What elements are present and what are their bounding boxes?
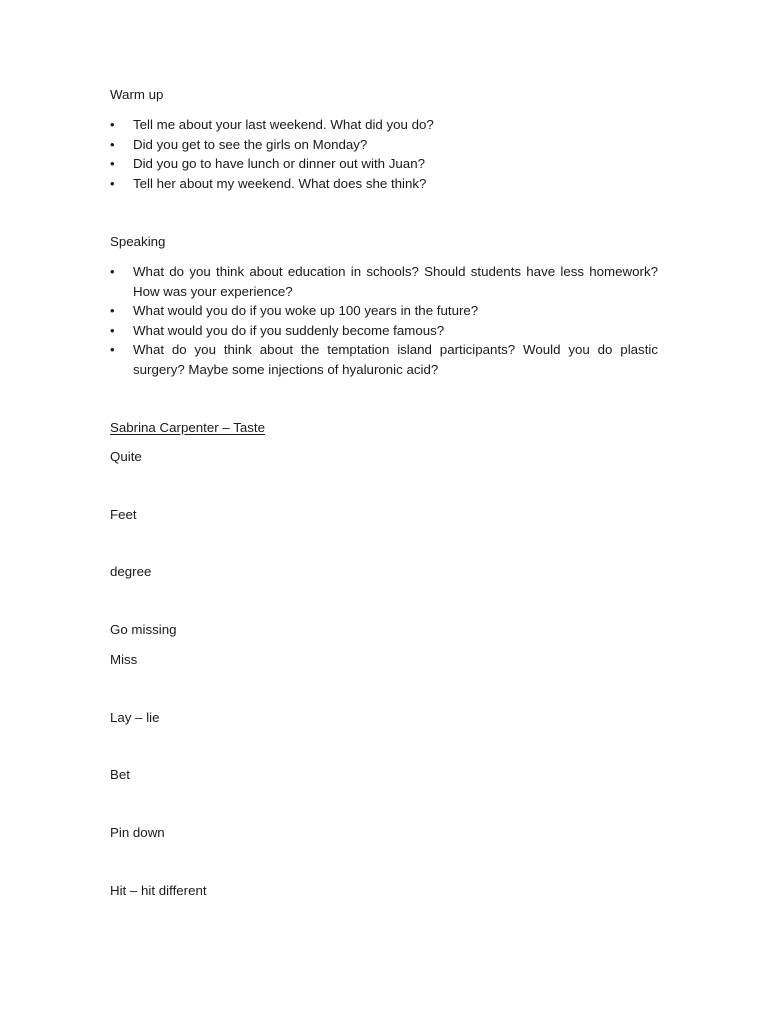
vocab-item: Quite xyxy=(110,449,142,464)
song-title: Sabrina Carpenter – Taste xyxy=(110,420,265,435)
speaking-heading: Speaking xyxy=(110,234,166,249)
bullet-icon: • xyxy=(110,117,115,132)
list-item: • What would you do if you woke up 100 years in the future? xyxy=(110,301,658,321)
bullet-icon: • xyxy=(110,156,115,172)
vocab-item: Pin down xyxy=(110,825,165,840)
list-item: • Tell her about my weekend. What does she think? xyxy=(110,174,658,194)
warm-up-list xyxy=(110,115,658,193)
bullet-icon: • xyxy=(110,175,115,191)
list-item: • What would you do if you suddenly become famous? xyxy=(110,321,658,341)
list-item: • Tell me about your last weekend. What did you do? xyxy=(110,115,658,135)
list-item: • What do you think about education in schools? Should students have less homework? How was your experience? xyxy=(110,264,658,299)
bullet-icon: • xyxy=(110,342,115,358)
vocab-item: Lay – lie xyxy=(110,710,160,725)
bullet-icon: • xyxy=(110,136,115,152)
vocab-item: Feet xyxy=(110,507,137,522)
vocab-item: degree xyxy=(110,564,152,579)
vocab-item: Hit – hit different xyxy=(110,883,207,898)
vocab-item: Miss xyxy=(110,652,138,667)
list-item: • What do you think about the temptation island participants? Would you do plastic surgery? Maybe some injections of hyaluronic acid? xyxy=(110,342,658,377)
bullet-icon: • xyxy=(110,322,115,338)
bullet-icon: • xyxy=(110,303,115,319)
vocab-item: Bet xyxy=(110,767,130,782)
bullet-icon: • xyxy=(110,264,115,279)
warm-up-heading: Warm up xyxy=(110,87,164,102)
speaking-list xyxy=(110,262,658,380)
list-item: • Did you get to see the girls on Monday? xyxy=(110,135,658,155)
vocab-item: Go missing xyxy=(110,622,177,637)
list-item: • Did you go to have lunch or dinner out with Juan? xyxy=(110,154,658,174)
